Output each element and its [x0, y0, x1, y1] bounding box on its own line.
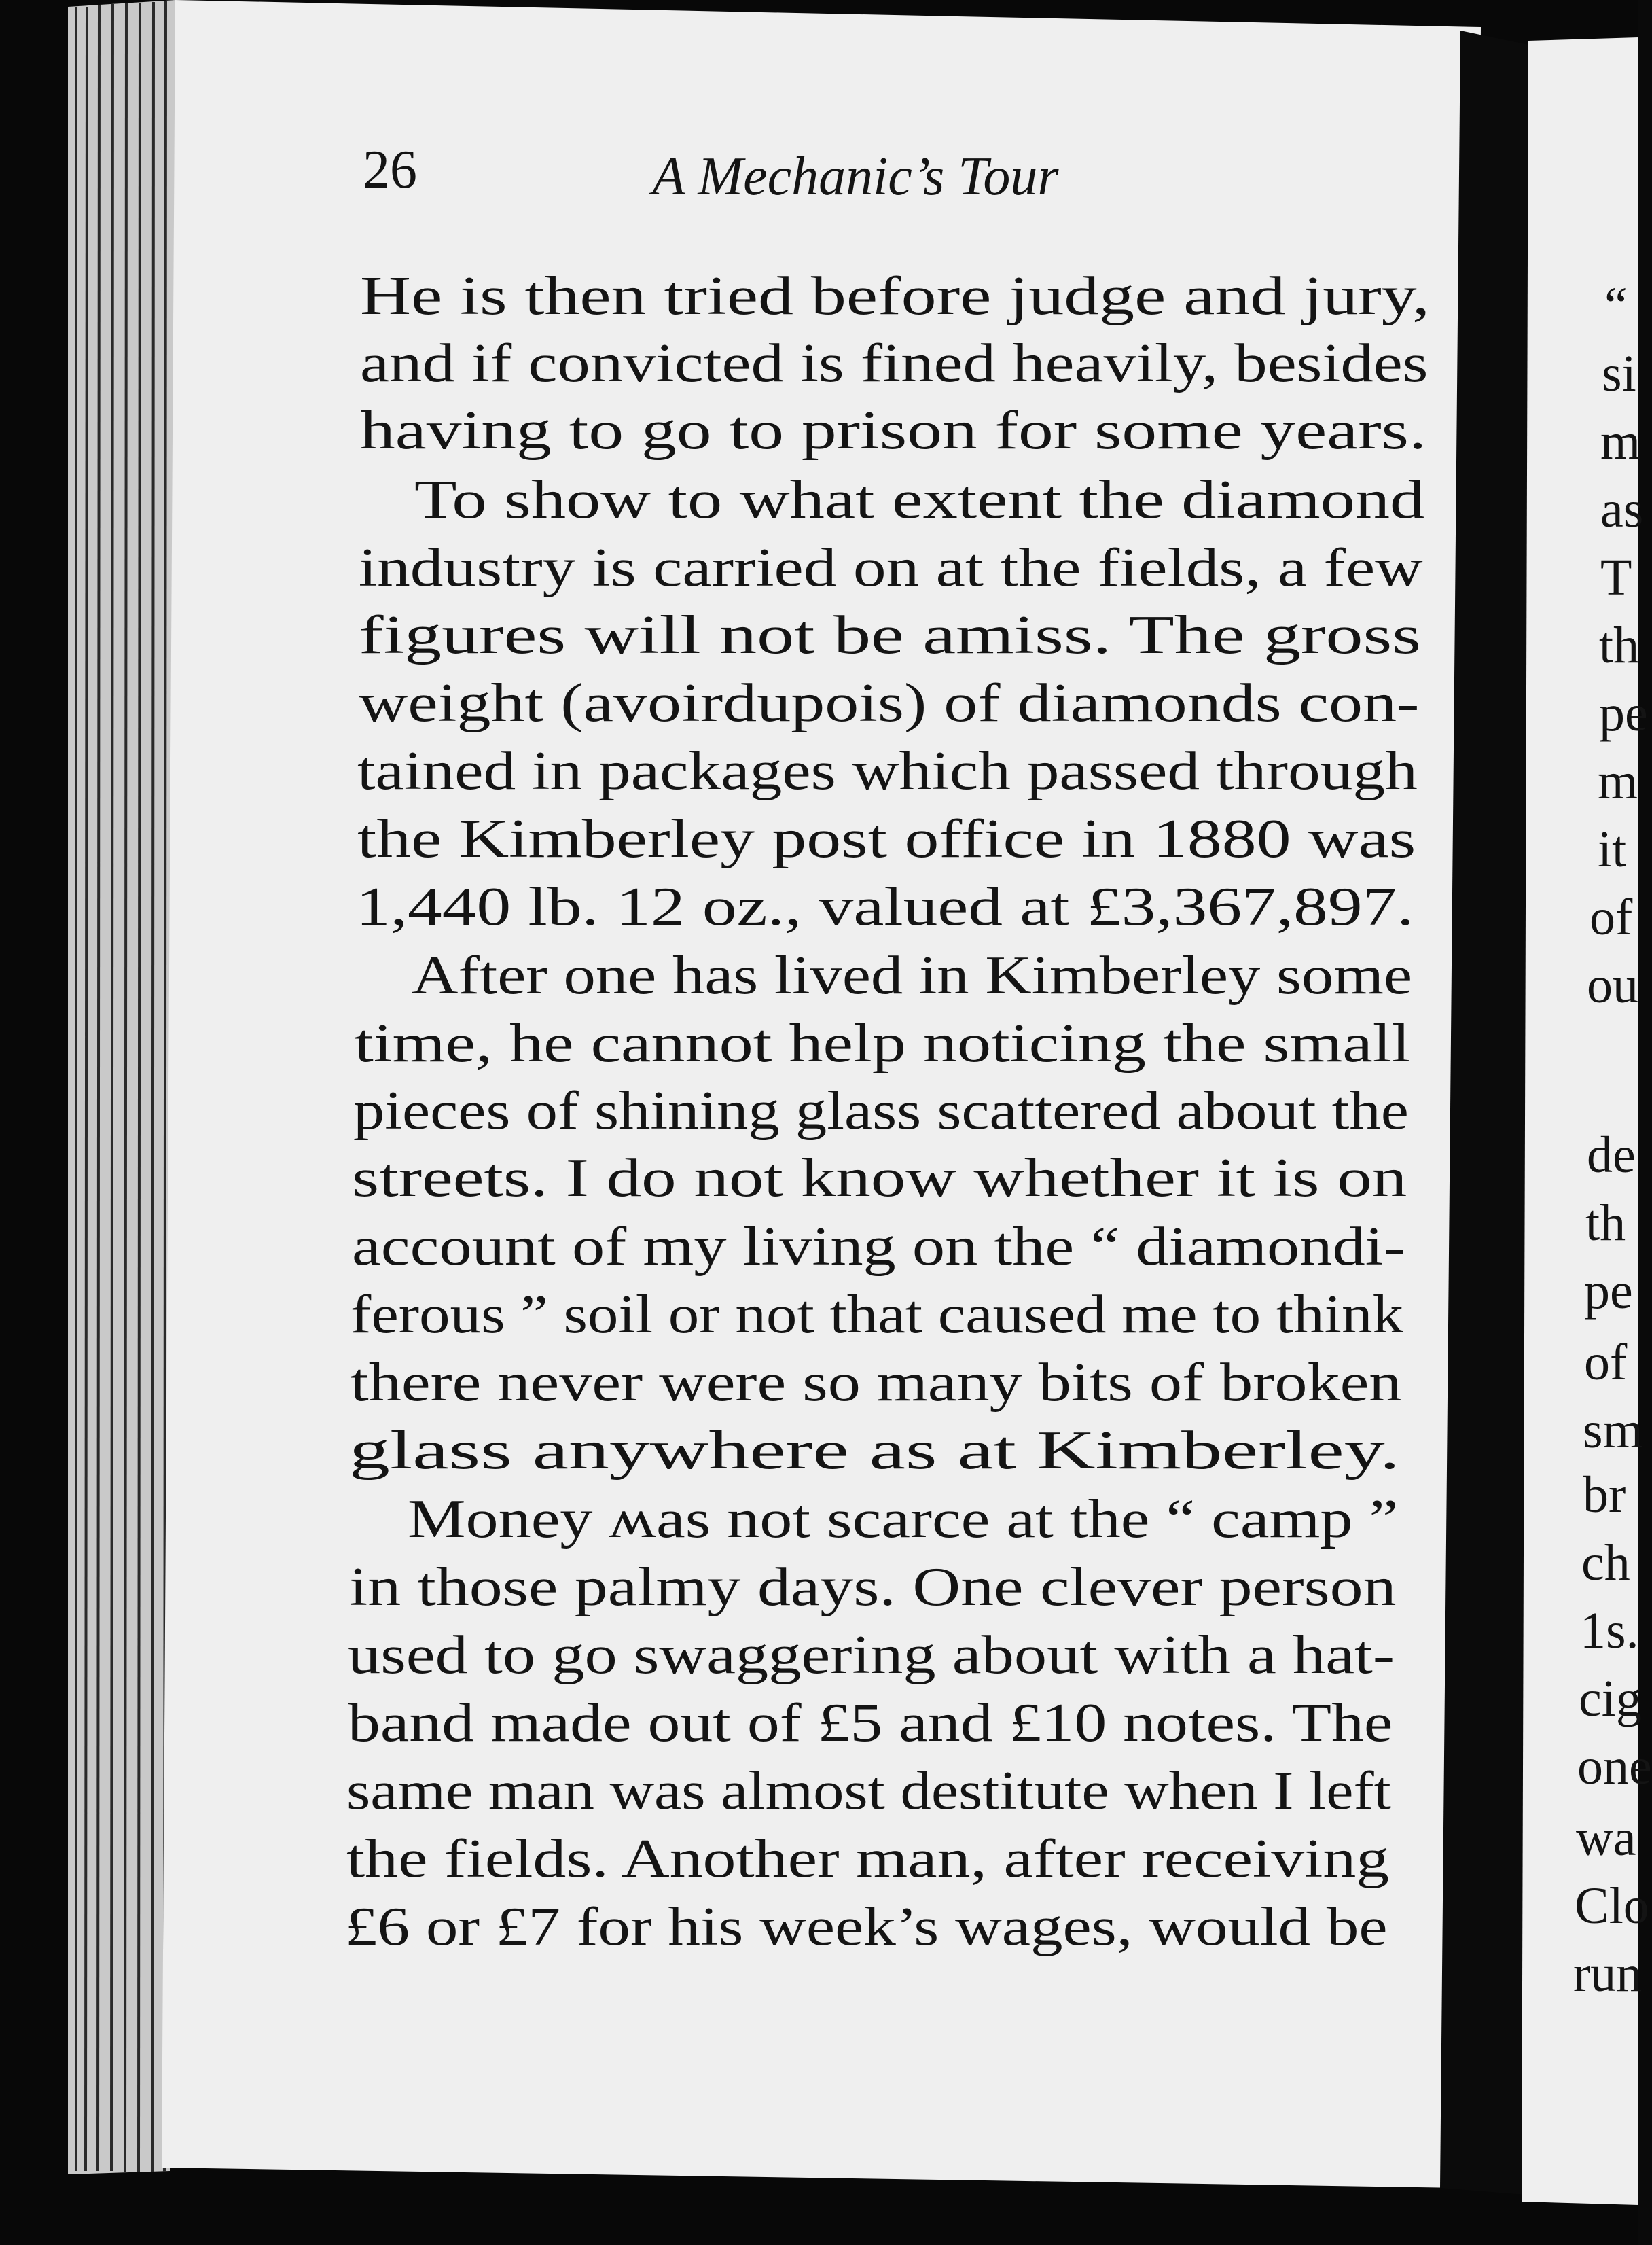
facing-fragment: “: [1604, 277, 1628, 334]
text-line: there never were so many bits of broken: [351, 1353, 1402, 1413]
facing-fragment: ch: [1581, 1534, 1630, 1591]
facing-fragment: de: [1587, 1127, 1636, 1184]
text-line: industry is carried on at the fields, a few: [359, 538, 1423, 598]
text-line: time, he cannot help noticing the small: [355, 1014, 1411, 1074]
facing-fragment: si: [1602, 345, 1636, 402]
facing-fragment: m: [1600, 413, 1641, 470]
facing-fragment: Clo: [1575, 1877, 1649, 1934]
text-line: streets. I do not know whether it is on: [352, 1148, 1407, 1208]
facing-fragment: cig: [1579, 1670, 1642, 1727]
facing-fragment: pe: [1584, 1262, 1633, 1320]
facing-fragment: run: [1573, 1945, 1642, 2002]
text-line: 1,440 lb. 12 oz., valued at £3,367,897.: [356, 877, 1414, 937]
text-line: in those palmy days. One clever person: [349, 1557, 1397, 1617]
text-line: having to go to prison for some years.: [360, 401, 1426, 461]
text-line: used to go swaggering about with a hat-: [348, 1625, 1395, 1685]
facing-fragment: ou: [1587, 957, 1638, 1014]
facing-fragment: sm: [1583, 1402, 1643, 1459]
facing-fragment: pe: [1599, 685, 1648, 742]
facing-fragment: wa: [1576, 1809, 1636, 1867]
facing-fragment: of: [1584, 1334, 1628, 1391]
facing-fragment: 1s.: [1580, 1602, 1639, 1659]
text-line: Money ʍas not scarce at the “ camp ”: [408, 1489, 1399, 1549]
text-line: ferous ” soil or not that caused me to think: [351, 1285, 1404, 1345]
text-line: tained in packages which passed through: [357, 741, 1418, 801]
text-line: glass anywhere as at Kimberley.: [349, 1421, 1400, 1481]
text-line: same man was almost destitute when I left: [346, 1761, 1391, 1821]
text-line: £6 or £7 for his week’s wages, would be: [345, 1897, 1388, 1957]
text-line: the fields. Another man, after receiving: [346, 1829, 1390, 1889]
text-line: He is then tried before judge and jury,: [360, 266, 1430, 326]
text-line: pieces of shining glass scattered about the: [353, 1081, 1409, 1141]
running-title: A Mechanic’s Tour: [652, 147, 1059, 207]
facing-fragment: as: [1600, 481, 1644, 538]
text-line: band made out of £5 and £10 notes. The: [348, 1693, 1393, 1753]
facing-fragment: th: [1599, 617, 1640, 674]
text-line: account of my living on the “ diamondi-: [352, 1217, 1405, 1277]
facing-fragment: T: [1600, 549, 1632, 606]
facing-fragment: m: [1598, 753, 1638, 810]
text-line: figures will not be amiss. The gross: [359, 605, 1422, 665]
facing-fragment: of: [1590, 889, 1633, 946]
text-line: weight (avoirdupois) of diamonds con-: [359, 673, 1420, 733]
page-number: 26: [363, 140, 417, 200]
facing-fragment: br: [1583, 1466, 1626, 1523]
text-line: After one has lived in Kimberley some: [412, 946, 1412, 1006]
text-line: and if convicted is fined heavily, besides: [360, 334, 1429, 393]
page-edge-stack: [68, 0, 175, 2174]
facing-fragment: it: [1598, 821, 1627, 878]
facing-fragment: one: [1577, 1738, 1652, 1795]
facing-fragment: th: [1585, 1195, 1626, 1252]
text-line: the Kimberley post office in 1880 was: [357, 809, 1416, 869]
text-line: To show to what extent the diamond: [414, 470, 1425, 530]
